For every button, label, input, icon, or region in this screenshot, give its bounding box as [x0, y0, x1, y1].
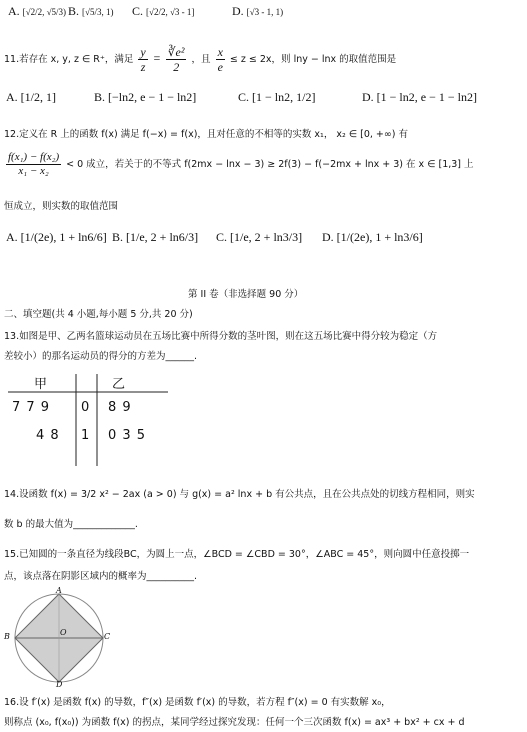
q15-line2: 点，该点落在阴影区域内的概率为__________.: [4, 571, 198, 582]
q10-option-b: [68, 4, 113, 19]
q12-option-c-label: C.: [216, 230, 228, 244]
q11-option-b-label: B.: [94, 90, 106, 104]
q11-cond1-rhs-den: 2: [173, 60, 180, 74]
q10-option-b-label: B.: [68, 4, 80, 18]
section-part2-heading: 二、填空题(共 4 小题,每小题 5 分,共 20 分): [4, 309, 193, 320]
q11-cond2-fraction: [216, 46, 225, 73]
circle-label-b: B: [4, 632, 10, 641]
stem-leaf-head-right: 乙: [112, 377, 126, 392]
q14-line1: 14.设函数 f(x) = 3/2 x² − 2ax (a > 0) 与 g(x) = a² lnx + b 有公共点，且在公共点处的切线方程相同，则实: [4, 489, 475, 500]
q16-line1: 16.设 f′(x) 是函数 f(x) 的导数，f″(x) 是函数 f′(x) 的导数，若方程 f″(x) = 0 有实数解 x₀，: [4, 697, 391, 708]
q10-option-c-text: [√2/2, √3 - 1]: [146, 7, 195, 17]
q11-cond1-num: y: [140, 45, 146, 59]
q11-option-a: [6, 90, 56, 105]
q12-option-a-label: A.: [6, 230, 18, 244]
q11-cond1-rhs-num: ∛e²: [167, 45, 185, 59]
stem-leaf-row1-right: 8 9: [108, 400, 132, 415]
q11-cond2-num: x: [217, 45, 223, 59]
circle-label-o: O: [60, 628, 67, 637]
stem-leaf-row1-stem: 0: [81, 400, 90, 415]
q10-option-a-text: [√2/2, √5/3): [22, 7, 67, 17]
stem-leaf-row2-stem: 1: [81, 428, 90, 443]
stem-leaf-row2-left: 4 8: [36, 428, 60, 443]
q12-option-d-label: D.: [322, 230, 334, 244]
q11-cond2-tail: ≤ z ≤ 2x，则 lny − lnx 的取值范围是: [229, 54, 397, 65]
q12-line3: 恒成立，则实数的取值范围: [4, 201, 119, 212]
q11-cond2-den: e: [217, 60, 223, 74]
section-title: 第 II 卷（非选择题 90 分）: [188, 289, 304, 300]
q11-option-d: [362, 90, 477, 105]
circle-figure: [4, 588, 114, 688]
q12-option-d-text: [1/(2e), 1 + ln3/6]: [336, 230, 423, 244]
stem-leaf-lines: [0, 370, 175, 470]
q12-line2: < 0 成立，若关于的不等式 f(2mx − lnx − 3) ≥ 2f(3) − f(−2mx + lnx + 3) 在 x ∈ [1,3] 上: [66, 159, 474, 170]
q12-option-c-text: [1/e, 2 + ln3/3]: [230, 230, 303, 244]
q12-line1: 12.定义在 R 上的函数 f(x) 满足 f(−x) = f(x)，且对任意的不相等的实数 x₁， x₂ ∈ [0, +∞) 有: [4, 129, 409, 140]
q12-option-b-label: B.: [112, 230, 124, 244]
q13-line2: 差较小）的那名运动员的得分的方差为______.: [4, 351, 198, 362]
q16-line2: 则称点 (x₀, f(x₀)) 为函数 f(x) 的拐点，某同学经过探究发现：任何一个三次函数 f(x) = ax³ + bx² + cx + d: [4, 717, 465, 728]
q12-fraction: [6, 152, 61, 177]
q11-cond1-rhs: [166, 46, 187, 73]
q11-option-c: [238, 90, 315, 105]
q11-option-c-text: [1 − ln2, 1/2]: [252, 90, 316, 104]
q11-cond1-fraction: [138, 46, 147, 73]
q12-option-b: [112, 230, 198, 245]
q11-option-b: [94, 90, 196, 105]
q10-option-a-label: A.: [8, 4, 20, 18]
q15-line1: 15.已知圆的一条直径为线段BC，为圆上一点，∠BCD = ∠CBD = 30°，∠ABC = 45°，则向圆中任意投掷一: [4, 549, 470, 560]
q11-stem: 11.若存在 x, y, z ∈ R⁺，满足 $\frac{y}{z}$ = $\frac{\text{∛e²}}{2}$ ，且 $\frac{x}{e}$ ≤ z ≤ 2x，则 lny − lnx 的取值范围是: [4, 45, 397, 74]
q10-option-b-text: [√5/3, 1): [82, 7, 114, 17]
q11-option-c-label: C.: [238, 90, 250, 104]
q12-option-c: [216, 230, 302, 245]
q11-option-a-label: A.: [6, 90, 18, 104]
q10-option-c: [132, 4, 194, 19]
q10-option-d: [232, 4, 283, 19]
stem-leaf-head-left: 甲: [34, 377, 48, 392]
q11-option-a-text: [1/2, 1]: [20, 90, 56, 104]
q11-cond1-den: z: [140, 60, 146, 74]
q11-option-d-text: [1 − ln2, e − 1 − ln2]: [376, 90, 477, 104]
q10-option-d-label: D.: [232, 4, 244, 18]
stem-leaf-row1-left: 7 7 9: [12, 400, 51, 415]
q12-frac-den: x₁ − x₂: [18, 165, 49, 177]
q12-frac-num: f(x₁) − f(x₂): [8, 151, 60, 163]
circle-label-d: D: [56, 680, 63, 689]
circle-label-a: A: [56, 586, 62, 595]
q13-line1: 13.如图是甲、乙两名篮球运动员在五场比赛中所得分数的茎叶图，则在这五场比赛中得分较为稳定（方: [4, 331, 438, 342]
q10-option-a: [8, 4, 66, 19]
q10-option-c-label: C.: [132, 4, 144, 18]
q11-mid: ，且: [191, 54, 211, 65]
circle-label-c: C: [104, 632, 111, 641]
q12-option-a-text: [1/(2e), 1 + ln6/6]: [20, 230, 107, 244]
q10-option-d-text: [√3 - 1, 1): [246, 7, 284, 17]
q12-option-a: [6, 230, 107, 245]
q12-option-d: [322, 230, 423, 245]
q12-line2-wrap: [4, 152, 474, 177]
stem-leaf-row2-right: 0 3 5: [108, 428, 147, 443]
q11-option-d-label: D.: [362, 90, 374, 104]
q11-option-b-text: [−ln2, e − 1 − ln2]: [108, 90, 197, 104]
q12-option-b-text: [1/e, 2 + ln6/3]: [126, 230, 199, 244]
q11-stem-text: 11.若存在 x, y, z ∈ R⁺，满足: [4, 54, 134, 65]
q14-line2: 数 b 的最大值为_____________.: [4, 519, 138, 530]
